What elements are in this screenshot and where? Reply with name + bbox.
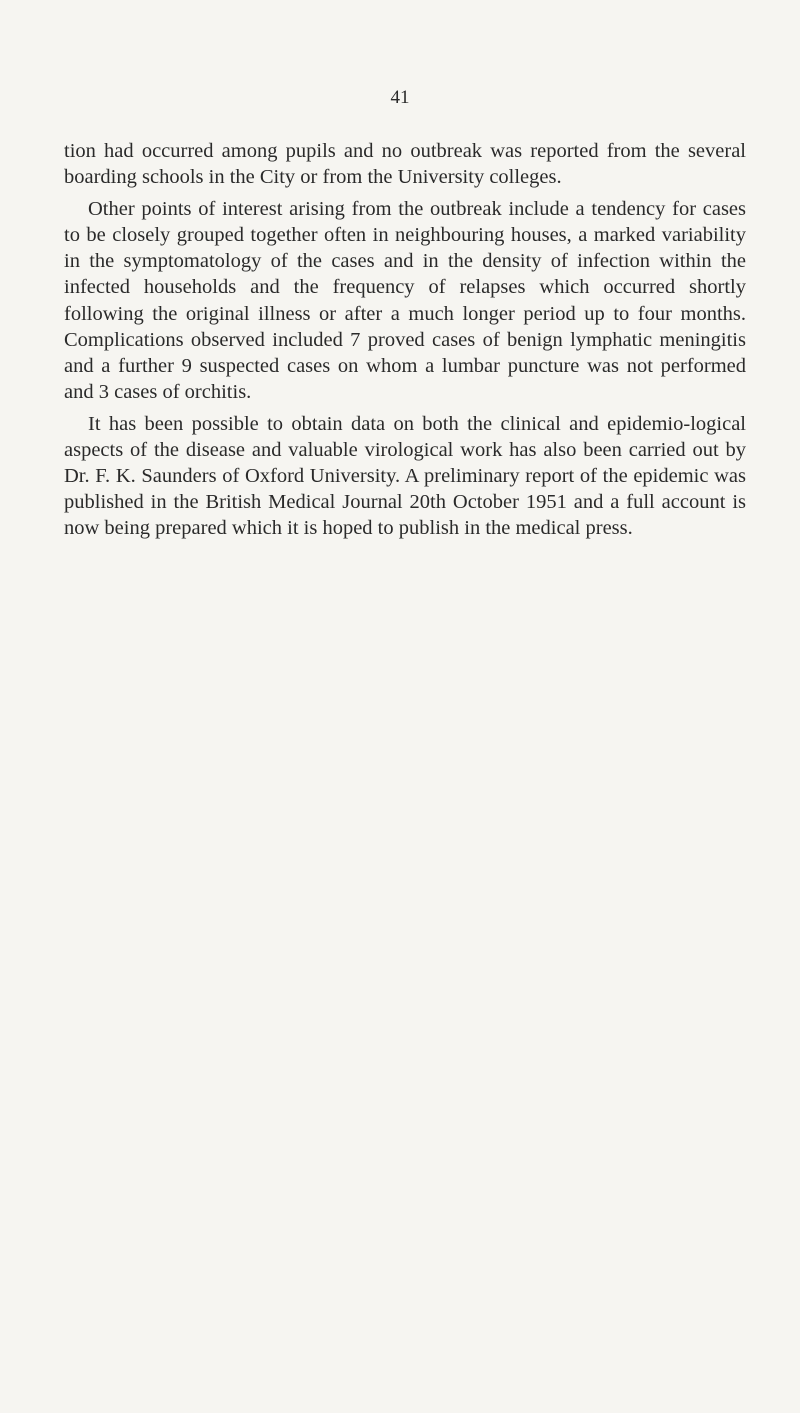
paragraph-research-report: It has been possible to obtain data on both the clinical and epidemio-logical aspects of the disease and valuable virological work has also been carried out by Dr. F. K. Saunders of Oxford University. A preliminary report of the epidemic was published in the British Medical Journal 20th October 1951 and a full account is now being prepared which it is hoped to publish in the medical press. [64, 412, 746, 540]
paragraph-continuation: tion had occurred among pupils and no outbreak was reported from the several boarding schools in the City or from the University colleges. [64, 140, 746, 189]
page-number: 41 [390, 87, 410, 108]
paragraph-outbreak-points: Other points of interest arising from the outbreak include a tendency for cases to be closely grouped together often in neighbouring houses, a marked variability in the symptomatology of the cases and in the density of infection within the infected households and the frequency of relapses which occurred shortly following the original illness or after a much longer period up to four months. Complications observed included 7 proved cases of benign lymphatic meningitis and a further 9 suspected cases on whom a lumbar puncture was not performed and 3 cases of orchitis. [64, 198, 746, 403]
body-text [64, 138, 746, 547]
